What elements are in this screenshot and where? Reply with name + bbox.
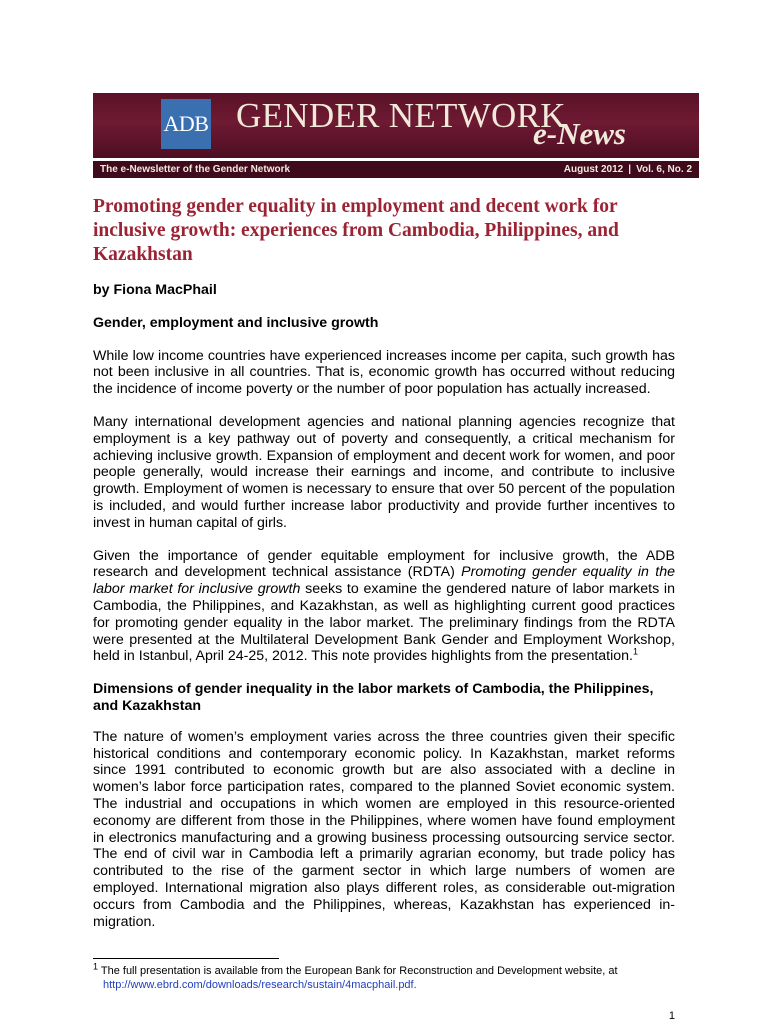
paragraph-womens-employment: The nature of women’s employment varies across the three countries given their specific historical conditions and contemporary economic policy. In Kazakhstan, market reforms since 1991 contributed to economic growth but are also associated with a decline in women’s labor force participation rates, compared to the planned Soviet economic system. The industrial and occupations in which women are employed in this resource-oriented economy are different from those in the Philippines, where women have found employment in electronics manufacturing and a growing business processing outsourcing service sector. The end of civil war in Cambodia left a primarily agrarian economy, but trade policy has contributed to the rise of the garment sector in which large numbers of women are employed. International migration also plays different roles, as considerable out-migration occurs from Cambodia and the Philippines, whereas, Kazakhstan has experienced in-migration. — [93, 728, 675, 930]
section-heading-gender-employment: Gender, employment and inclusive growth — [93, 314, 379, 331]
article-byline: by Fiona MacPhail — [93, 282, 217, 298]
footnote-link[interactable]: http://www.ebrd.com/downloads/research/sustain/4macphail.pdf — [103, 979, 414, 991]
issue-strip — [93, 161, 699, 178]
footnote — [93, 961, 675, 992]
article-title: Promoting gender equality in employment and decent work for inclusive growth: experiences from Cambodia, Philippines, and Kazakhstan — [93, 196, 619, 265]
footnote-reference[interactable]: 1 — [632, 646, 638, 657]
newsletter-banner — [93, 93, 699, 158]
issue-volume: Vol. 6, No. 2 — [636, 164, 692, 175]
rdta-project-title: Promoting gender equality in the labor market for inclusive growth — [93, 564, 675, 598]
footnote-text: The full presentation is available from the European Bank for Reconstruction and Development website, at — [100, 965, 618, 977]
issue-separator: | — [628, 164, 632, 175]
issue-info — [564, 161, 692, 178]
paragraph-income-growth: While low income countries have experienced increases income per capita, such growth has not been inclusive in all countries. That is, economic growth has occurred without reducing the incidence of income poverty or the number of poor population has actually increased. — [93, 347, 675, 398]
paragraph-rdta-lead: Given the importance of gender equitable employment for inclusive growth, the ADB research and development technical assistance (RDTA) — [93, 547, 675, 581]
masthead-title: GENDER NETWORK — [236, 96, 566, 135]
newsletter-tagline: The e-Newsletter of the Gender Network — [100, 164, 291, 175]
paragraph-rdta — [93, 548, 675, 666]
issue-date: August 2012 — [563, 164, 624, 175]
footnote-trailing: . — [413, 979, 417, 991]
masthead-subtitle: e-News — [533, 116, 626, 151]
article-body — [93, 195, 675, 930]
adb-logo[interactable]: ADB — [161, 99, 211, 149]
section-heading-dimensions: Dimensions of gender inequality in the labor markets of Cambodia, the Philippines, and Kazakhstan — [93, 681, 654, 714]
paragraph-employment-pathway: Many international development agencies and national planning agencies recognize that employment is a key pathway out of poverty and consequently, a critical mechanism for achieving inclusive growth. Expansion of employment and decent work for women, and poor people generally, would increase their earnings and income, and contribute to inclusive growth. Employment of women is necessary to ensure that over 50 percent of the population is included, and would further increase labor productivity and provide further incentives to invest in human capital of girls. — [93, 413, 675, 531]
footnote-marker: 1 — [93, 961, 99, 972]
paragraph-rdta-rest: seeks to examine the gendered nature of labor markets in Cambodia, the Philippines, and Kazakhstan, as well as highlighting current good practices for promoting gender equality in the labor market. The preliminary findings from the RDTA were presented at the Multilateral Development Bank Gender and Employment Workshop, held in Istanbul, April 24-25, 2012. This note provides highlights from the presentation. — [93, 581, 675, 665]
footnote-divider — [93, 958, 279, 959]
page-number: 1 — [668, 1010, 675, 1022]
